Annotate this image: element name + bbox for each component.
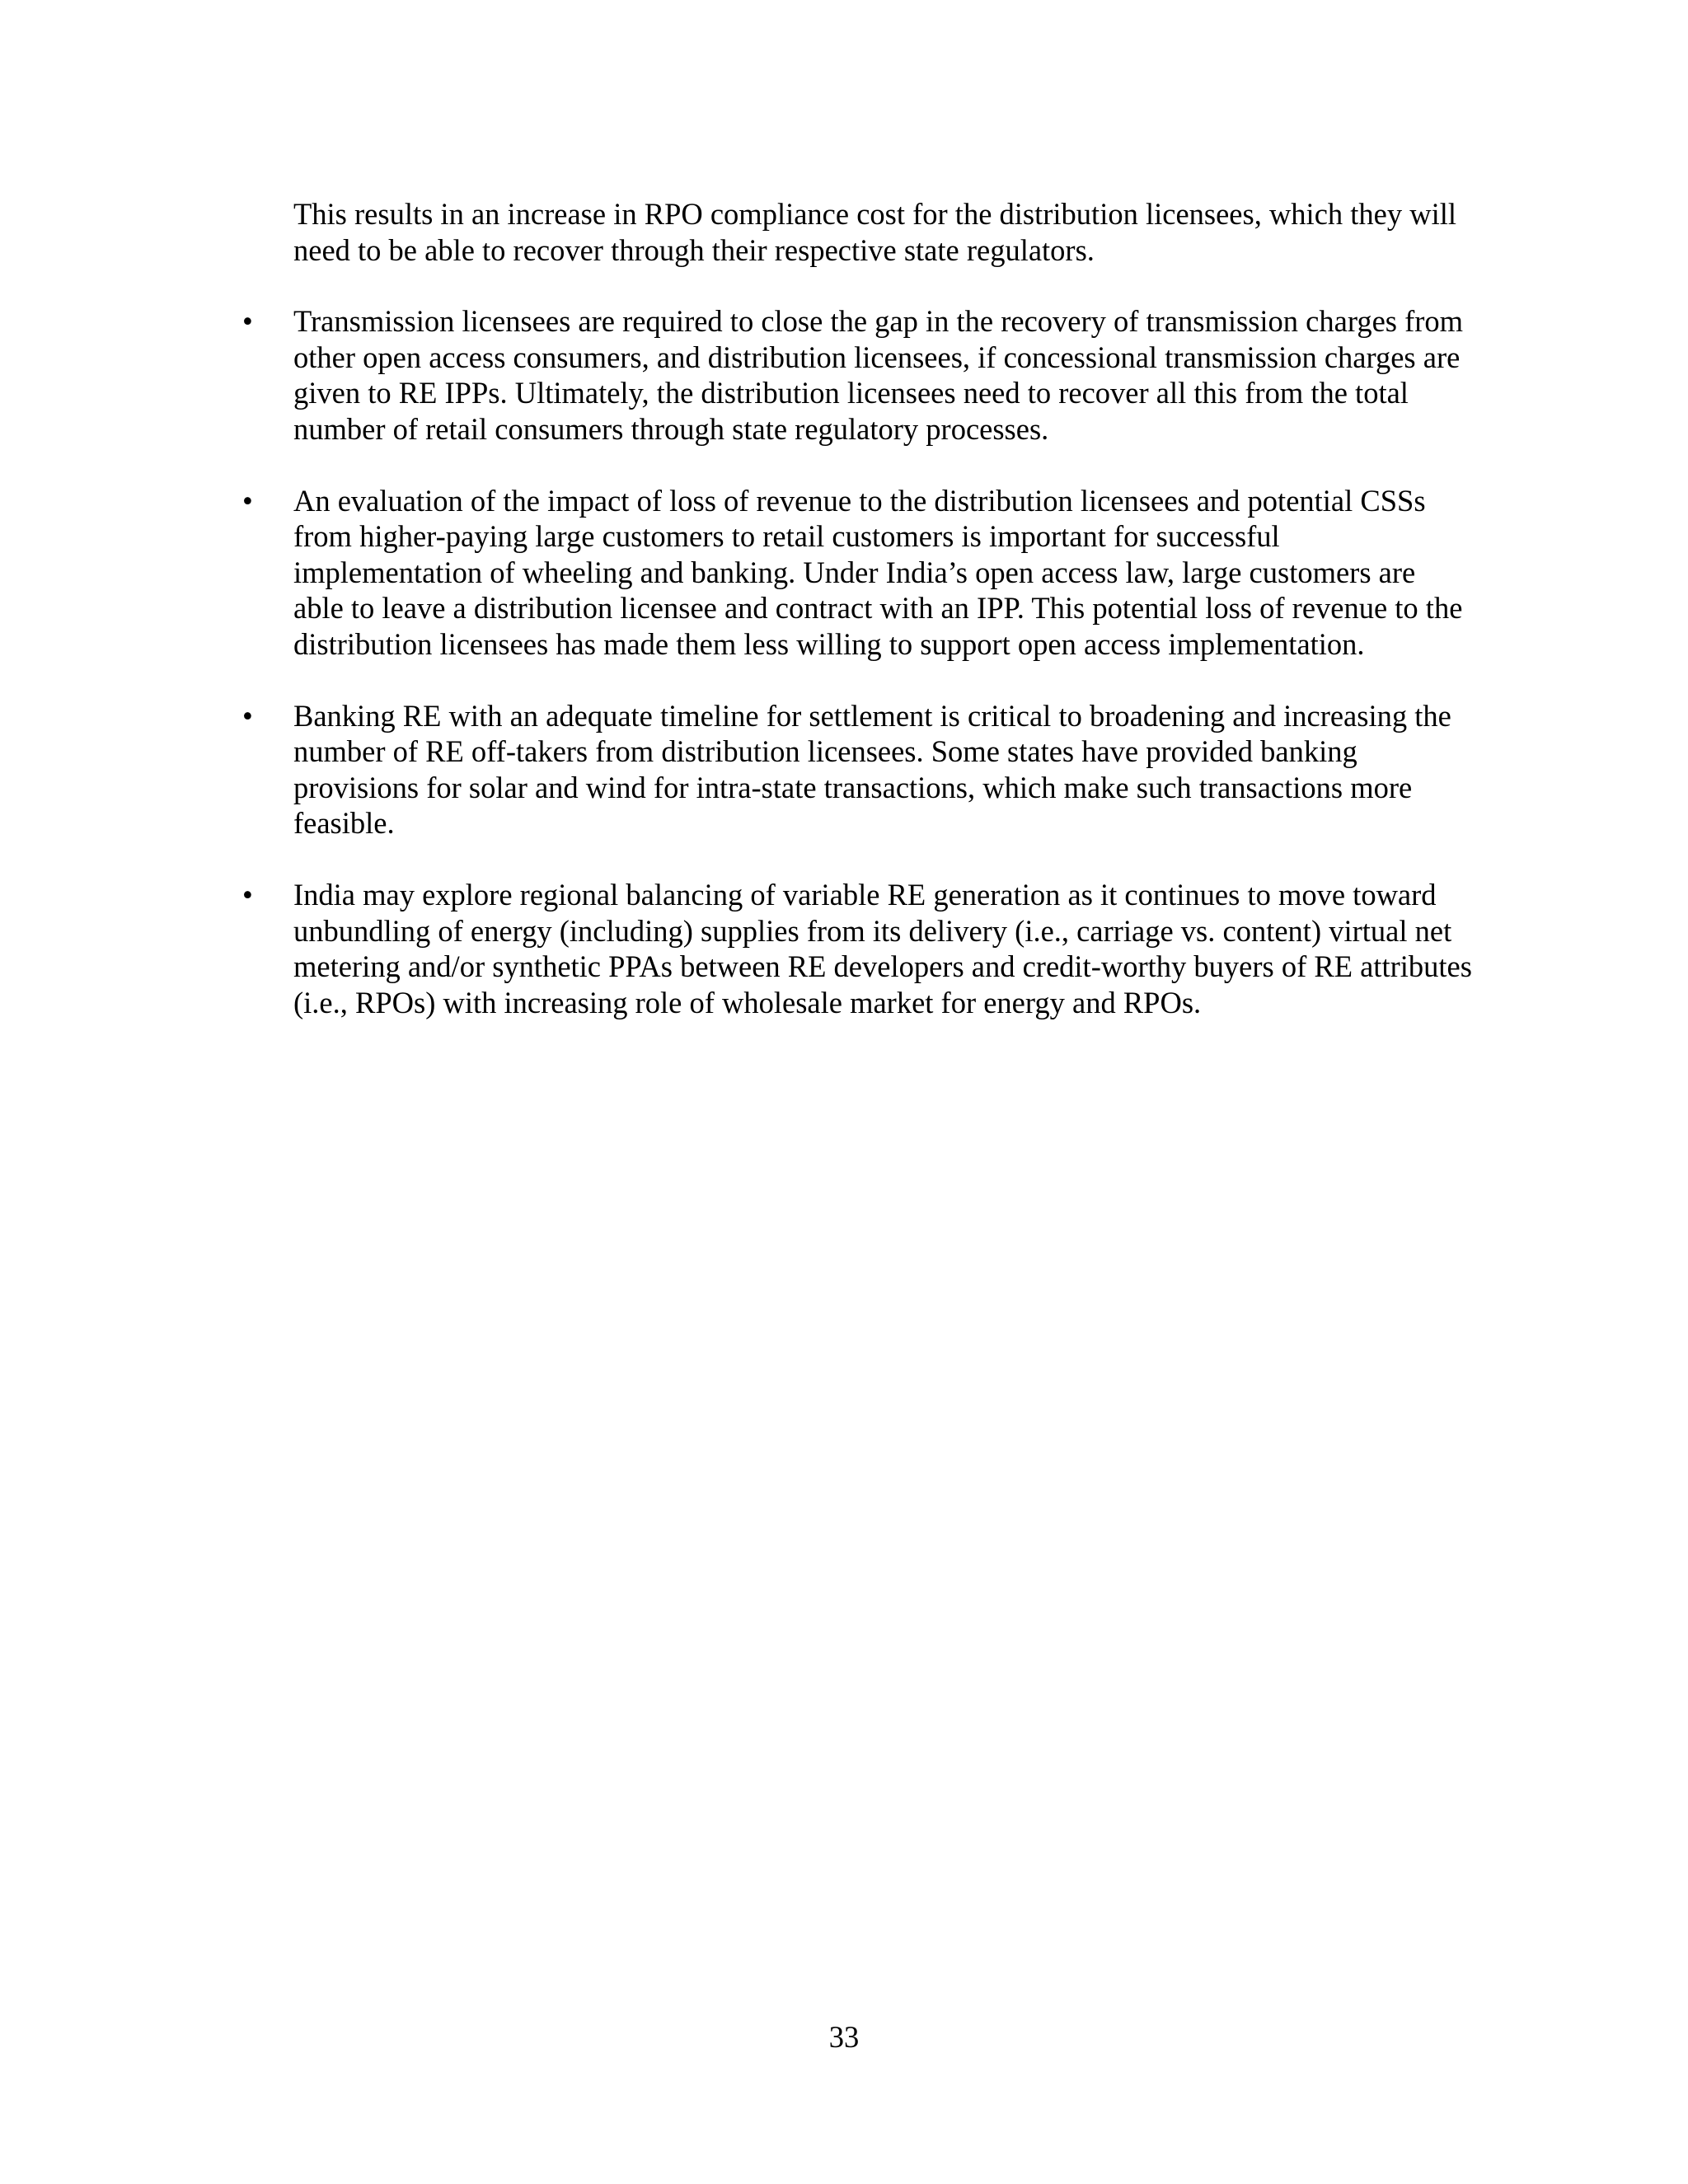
bullet-text: Banking RE with an adequate timeline for settlement is critical to broadening and increasing the number of RE off-takers from distribution licensees. Some states have provided banking provisions for solar and wind for intra-state transactions, which make such transactions more feasible. [293,698,1451,841]
bullet-text: An evaluation of the impact of loss of revenue to the distribution licensees and potential CSSs from higher-paying large customers to retail customers is important for successful implementation of wheeling and banking. Under India’s open access law, large customers are able to leave a distribution licensee and contract with an IPP. This potential loss of revenue to the distribution licensees has made them less willing to support open access implementation. [293,483,1463,661]
list-item [242,698,1472,841]
bullet-text: Transmission licensees are required to close the gap in the recovery of transmission charges from other open access consumers, and distribution licensees, if concessional transmission charges are given to RE IPPs. Ultimately, the distribution licensees need to recover all this from the total number of retail consumers through state regulatory processes. [293,304,1464,446]
list-item [242,483,1472,663]
page-number: 33 [828,2020,860,2054]
list-item [242,303,1472,447]
bullet-icon: • [242,877,253,912]
lead-paragraph: This results in an increase in RPO compliance cost for the distribution licensees, which they will need to be able to recover through their respective state regulators. [293,197,1457,267]
bullet-list [242,303,1472,1020]
bullet-icon: • [242,698,253,733]
bullet-text: India may explore regional balancing of variable RE generation as it continues to move toward unbundling of energy (including) supplies from its delivery (i.e., carriage vs. content) virtual net metering and/or synthetic PPAs between RE developers and credit-worthy buyers of RE attributes (i.e., RPOs) with increasing role of wholesale market for energy and RPOs. [293,877,1472,1019]
bullet-icon: • [242,483,253,518]
list-item [242,877,1472,1020]
page-body [242,196,1472,1020]
bullet-icon: • [242,304,253,339]
